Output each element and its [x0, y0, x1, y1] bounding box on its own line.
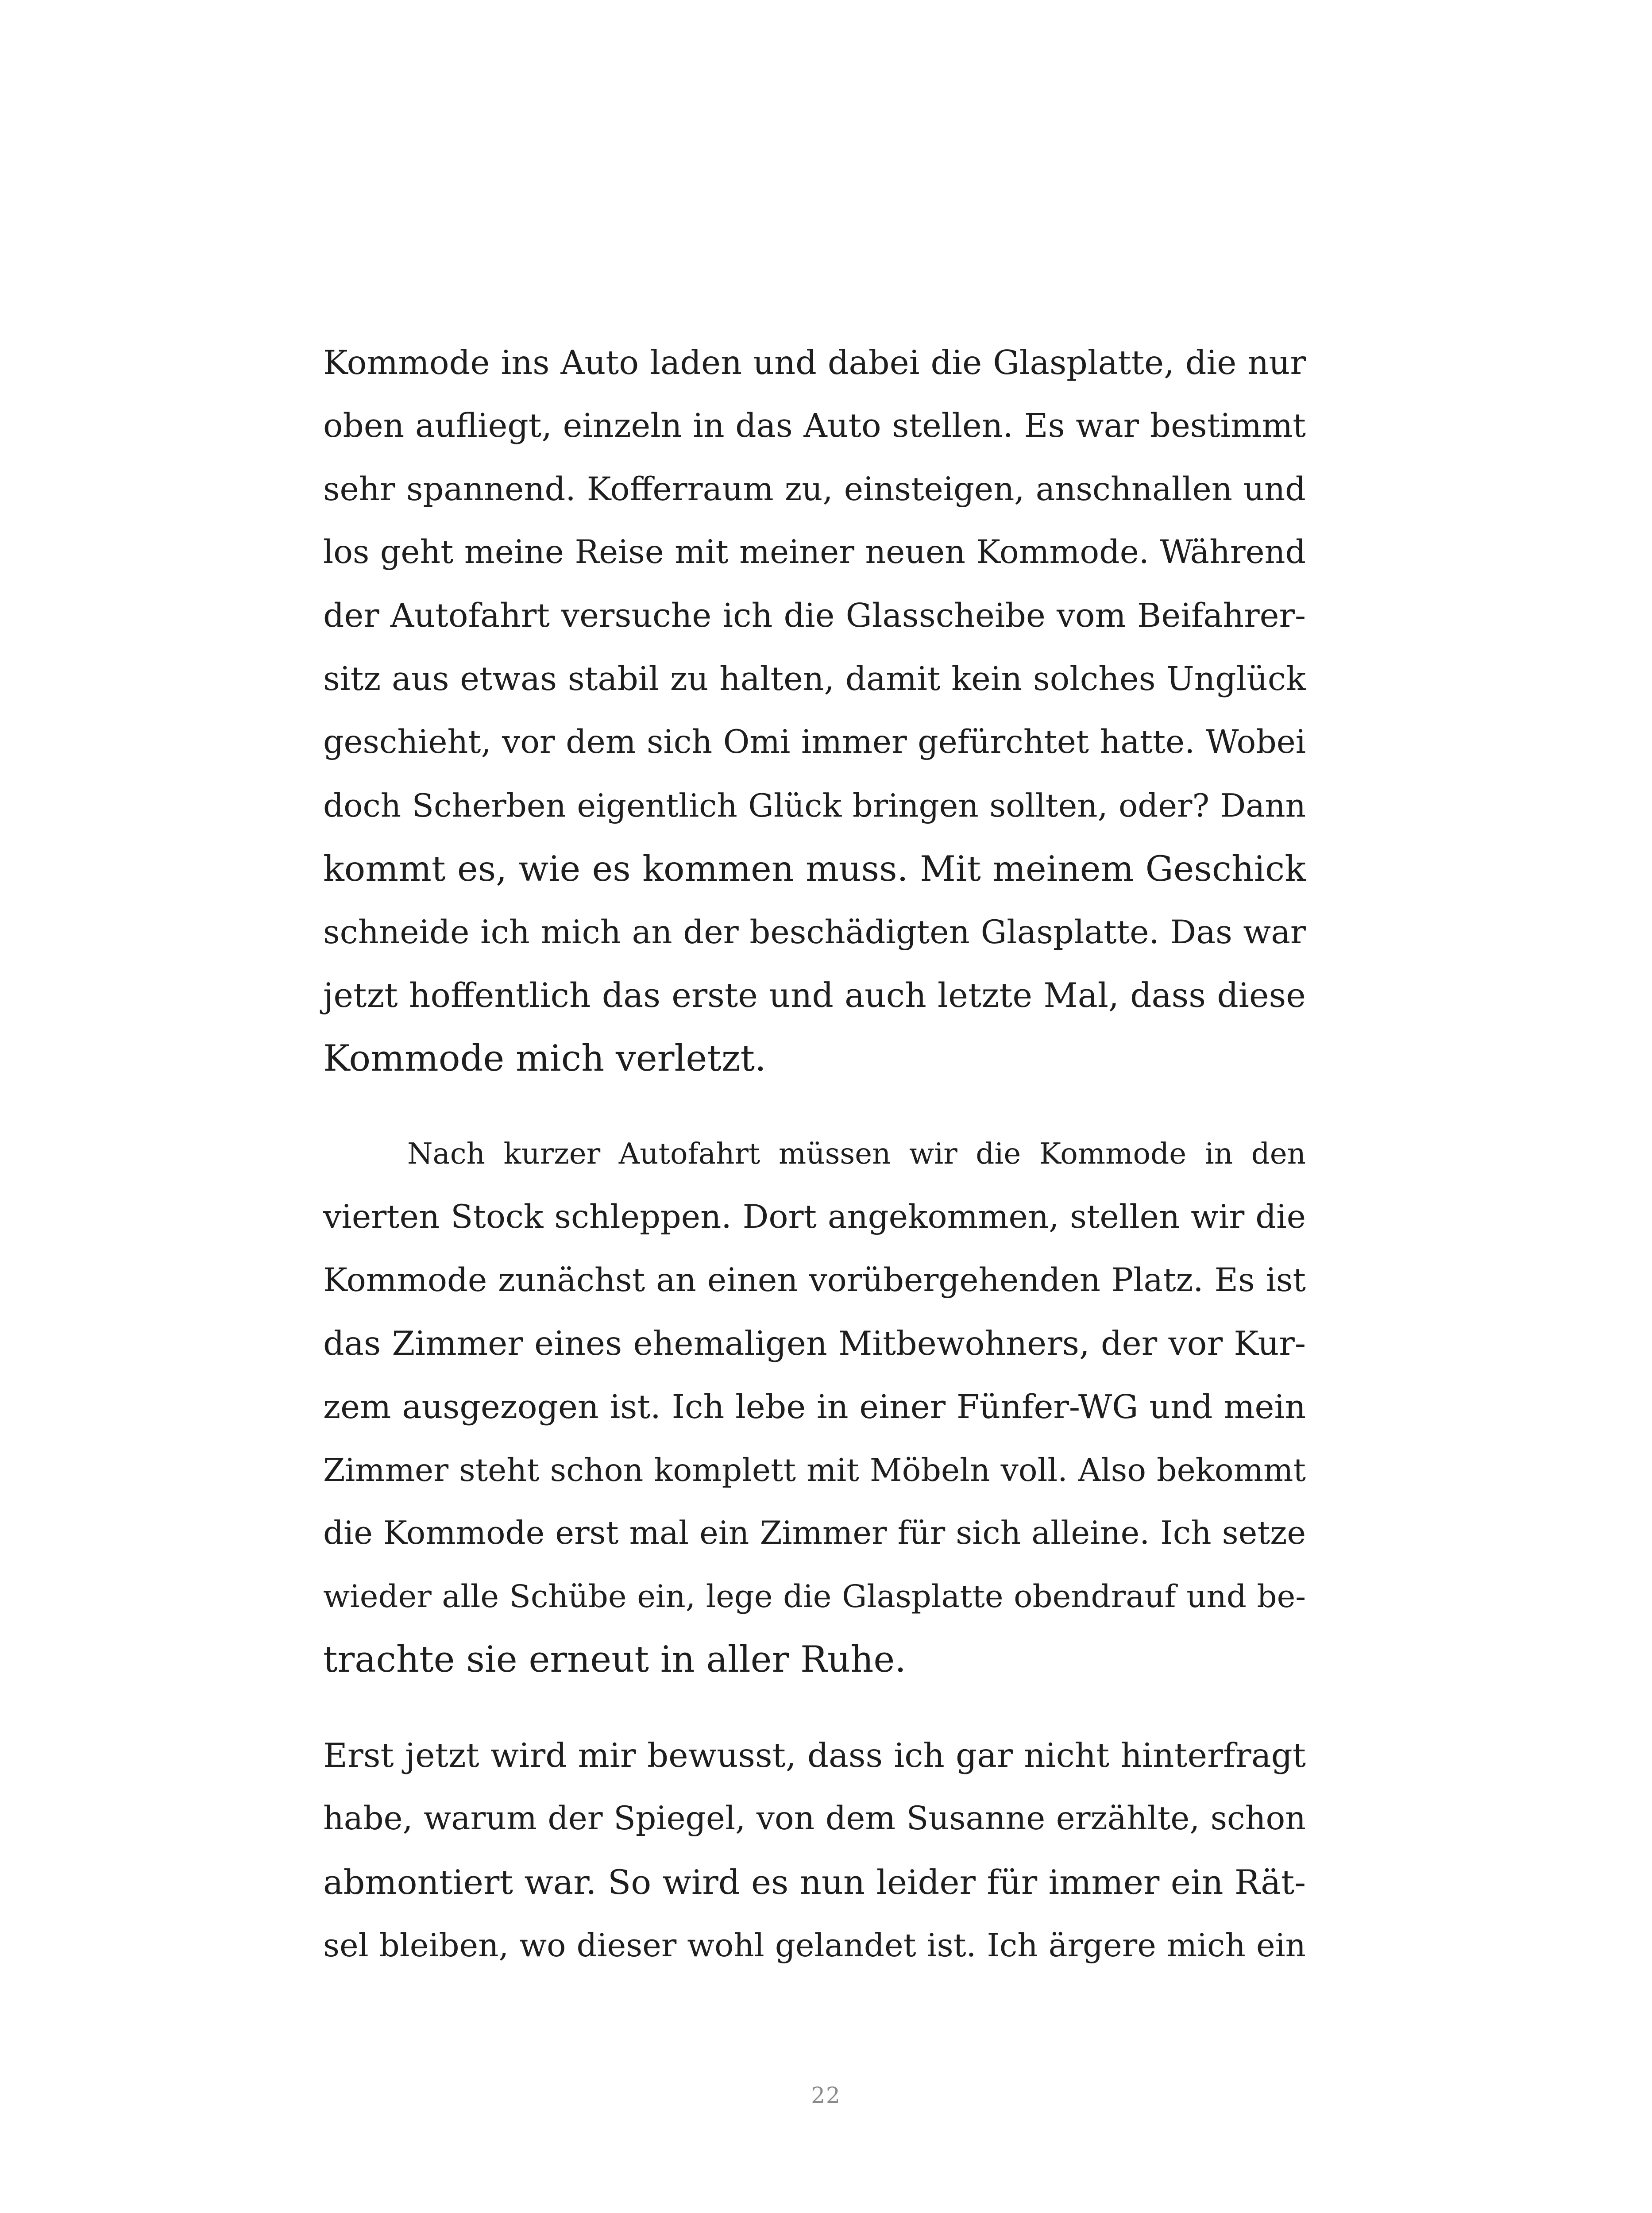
text-line: Kommode ins Auto laden und dabei die Glasplatte, die nur: [323, 343, 1306, 382]
text-line: habe, warum der Spiegel, von dem Susanne erzählte, schon: [323, 1800, 1306, 1837]
paragraph-2: [323, 1122, 1306, 1692]
text-line: das Zimmer eines ehemaligen Mitbewohners, der vor Kur-: [323, 1324, 1306, 1363]
text-line: Kommode zunächst an einen vorübergehenden Platz. Es ist: [323, 1261, 1306, 1299]
text-line: geschieht, vor dem sich Omi immer gefürchtet hatte. Wobei: [323, 724, 1306, 761]
text-line: sitz aus etwas stabil zu halten, damit kein solches Unglück: [323, 660, 1306, 698]
paragraph-1: [323, 331, 1306, 1091]
text-line: Kommode mich verletzt.: [323, 1038, 766, 1080]
text-line: Erst jetzt wird mir bewusst, dass ich gar nicht hinterfragt: [323, 1736, 1306, 1775]
text-line: vierten Stock schleppen. Dort angekommen, stellen wir die: [323, 1198, 1306, 1236]
text-line: trachte sie erneut in aller Ruhe.: [323, 1639, 907, 1681]
text-line: Nach kurzer Autofahrt müssen wir die Kommode in den: [407, 1137, 1306, 1171]
text-line: Zimmer steht schon komplett mit Möbeln voll. Also bekommt: [323, 1452, 1306, 1488]
page-number: 22: [811, 2082, 841, 2108]
text-line: sel bleiben, wo dieser wohl gelandet ist. Ich ärgere mich ein: [323, 1927, 1306, 1964]
text-line: sehr spannend. Kofferraum zu, einsteigen, anschnallen und: [323, 470, 1306, 508]
paragraph-3: [323, 1724, 1306, 1977]
text-line: zem ausgezogen ist. Ich lebe in einer Fünfer-WG und mein: [323, 1388, 1306, 1426]
text-line: los geht meine Reise mit meiner neuen Kommode. Während: [323, 534, 1306, 571]
text-line: doch Scherben eigentlich Glück bringen sollten, oder? Dann: [323, 787, 1306, 824]
text-line: schneide ich mich an der beschädigten Glasplatte. Das war: [323, 914, 1306, 951]
text-line: die Kommode erst mal ein Zimmer für sich alleine. Ich setze: [323, 1515, 1306, 1552]
text-line: kommt es, wie es kommen muss. Mit meinem Geschick: [323, 848, 1306, 889]
text-line: jetzt hoffentlich das erste und auch letzte Mal, dass diese: [323, 976, 1306, 1015]
text-line: der Autofahrt versuche ich die Glasscheibe vom Beifahrer-: [323, 597, 1306, 635]
text-line: oben aufliegt, einzeln in das Auto stellen. Es war bestimmt: [323, 407, 1306, 445]
text-line: wieder alle Schübe ein, lege die Glasplatte obendrauf und be-: [323, 1578, 1306, 1615]
text-line: abmontiert war. So wird es nun leider für immer ein Rät-: [323, 1862, 1306, 1902]
